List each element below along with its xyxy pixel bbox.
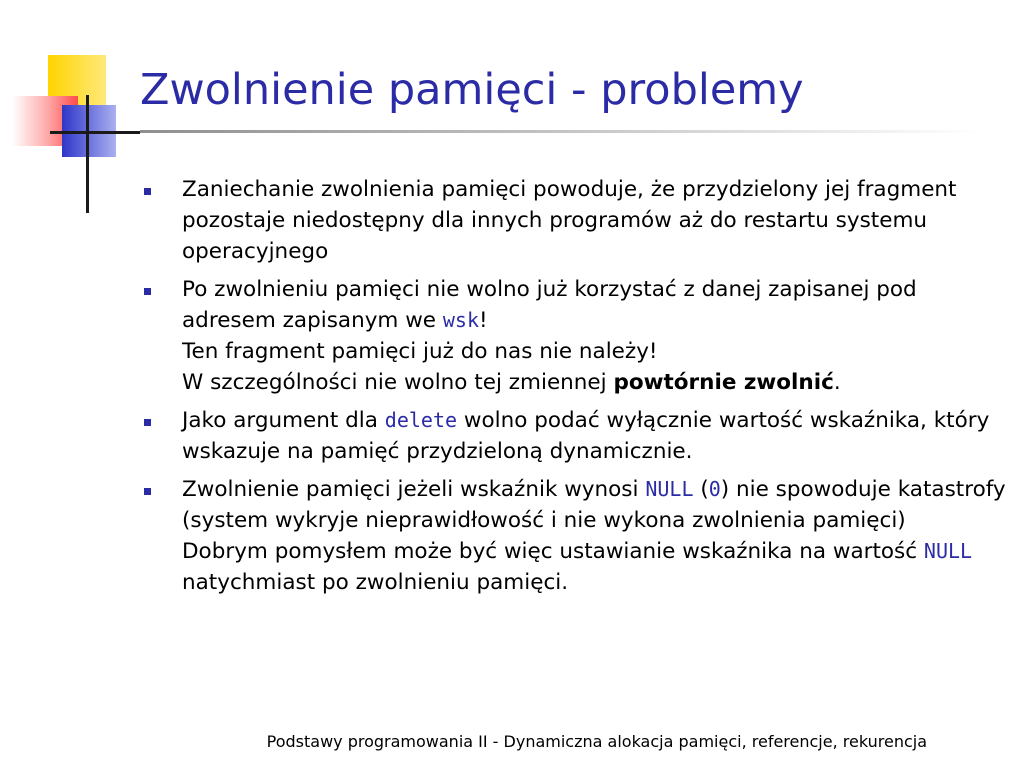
bullet-text: Ten fragment pamięci już do nas nie należy!: [182, 339, 658, 364]
bullet-text: wolno podać wyłącznie wartość wskaźnika, który wskazuje na pamięć przydzieloną dynamicznie.: [182, 408, 990, 464]
bold-emphasis: powtórnie zwolnić: [613, 370, 834, 395]
slide-footer: Podstawy programowania II - Dynamiczna alokacja pamięci, referencje, rekurencja: [266, 732, 927, 751]
bullet-text: Po zwolnieniu pamięci nie wolno już korzystać z danej zapisanej pod adresem zapisanym we: [182, 277, 917, 333]
bullet-text: ) nie spowoduje katastrofy (system wykryje nieprawidłowość i nie wykona zwolnienia pamięci): [182, 477, 1006, 533]
code-null: NULL: [645, 477, 694, 501]
bullet-text: Zaniechanie zwolnienia pamięci powoduje, że przydzielony jej fragment pozostaje niedostępny dla innych programów aż do restartu systemu operacyjnego: [182, 177, 957, 264]
code-null: NULL: [923, 539, 973, 563]
horizontal-line: [50, 131, 140, 134]
bullet-text: !: [478, 308, 488, 333]
bullet-square-icon: [144, 288, 151, 295]
bullet-text: .: [833, 370, 841, 395]
bullet-text: natychmiast po zwolnieniu pamięci.: [182, 570, 569, 595]
list-item: [140, 174, 1010, 267]
bullet-text: Dobrym pomysłem może być więc ustawianie wskaźnika na wartość: [182, 539, 924, 564]
bullet-text: Jako argument dla: [182, 408, 385, 433]
bullet-square-icon: [144, 488, 151, 495]
code-wsk: wsk: [442, 308, 479, 332]
page-title: Zwolnienie pamięci - problemy: [140, 65, 804, 115]
code-delete: delete: [384, 408, 458, 432]
bullet-text: W szczególności nie wolno tej zmiennej: [182, 370, 614, 395]
list-item: [140, 405, 1010, 467]
decorative-squares-logo: [0, 0, 140, 220]
bullet-list: [140, 174, 1010, 605]
bullet-square-icon: [144, 419, 151, 426]
bullet-text: Zwolnienie pamięci jeżeli wskaźnik wynosi: [182, 477, 646, 502]
list-item: [140, 274, 1010, 398]
vertical-line: [86, 95, 89, 213]
bullet-text: (: [693, 477, 709, 502]
title-underline-divider: [140, 130, 980, 133]
list-item: [140, 474, 1010, 598]
code-zero: 0: [708, 477, 721, 501]
bullet-square-icon: [144, 188, 151, 195]
